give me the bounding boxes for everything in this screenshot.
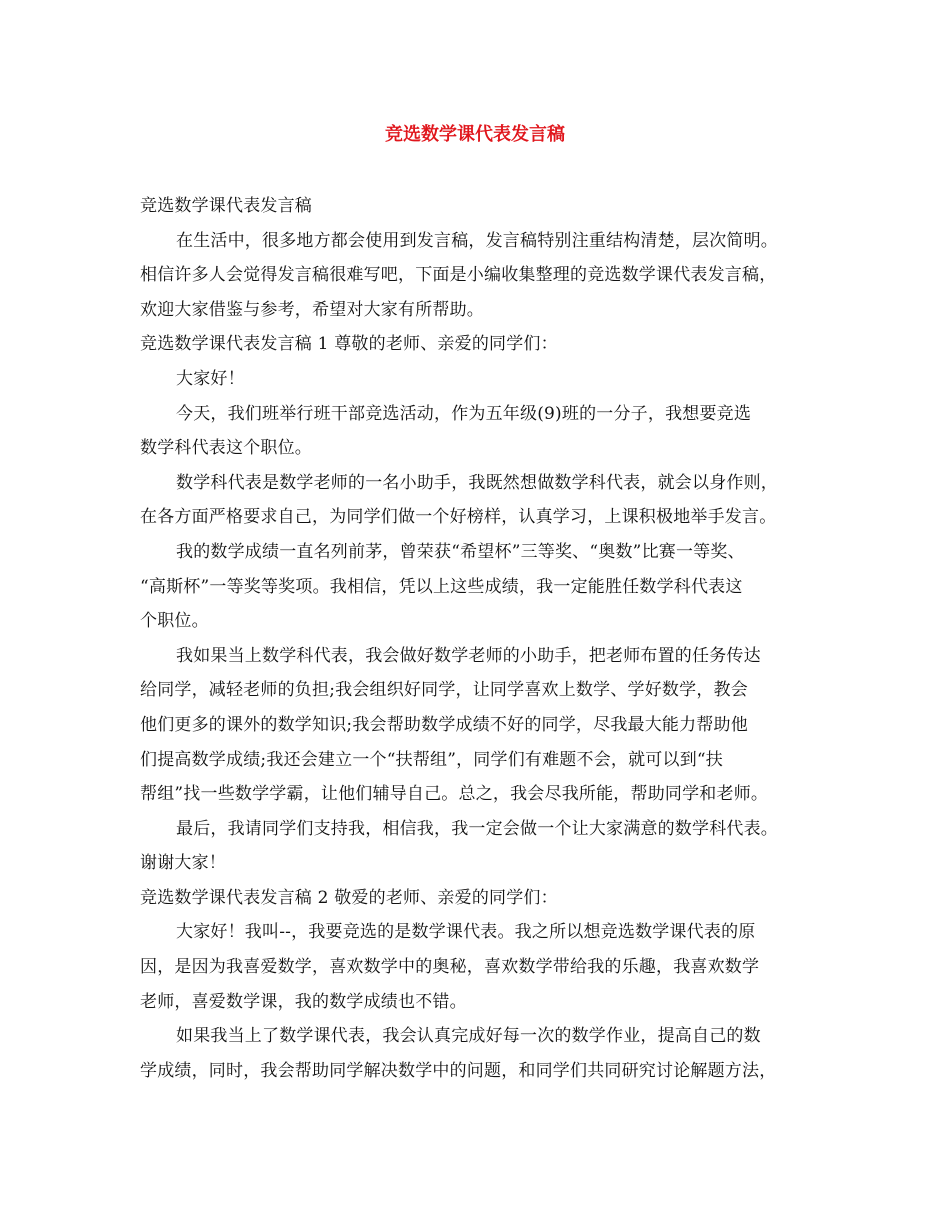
text-line: 个职位。 [140,611,209,632]
document-body [140,189,830,1088]
text-line: 相信许多人会觉得发言稿很难写吧，下面是小编收集整理的竞选数学课代表发言稿， [140,265,777,286]
text-line: 我的数学成绩一直名列前茅，曾荣获“希望杯”三等奖、“奥数”比赛一等奖、 [176,541,745,562]
text-line: 在生活中，很多地方都会使用到发言稿，发言稿特别注重结构清楚，层次简明。 [176,230,778,251]
text-line: 如果我当上了数学课代表，我会认真完成好每一次的数学作业，提高自己的数 [176,1026,761,1047]
text-line: 们提高数学成绩;我还会建立一个“扶帮组”，同学们有难题不会，就可以到“扶 [140,749,723,770]
document-title: 竞选数学课代表发言稿 [385,124,565,145]
text-line: 竞选数学课代表发言稿 2 敬爱的老师、亲爱的同学们： [140,887,558,908]
text-line: 在各方面严格要求自己，为同学们做一个好榜样，认真学习，上课积极地举手发言。 [140,507,777,528]
text-line: 最后，我请同学们支持我，相信我，我一定会做一个让大家满意的数学科代表。 [176,818,778,839]
text-line: 因，是因为我喜爱数学，喜欢数学中的奥秘，喜欢数学带给我的乐趣，我喜欢数学 [140,957,760,978]
text-line: 我如果当上数学科代表，我会做好数学老师的小助手，把老师布置的任务传达 [176,645,761,666]
text-line: 今天，我们班举行班干部竞选活动，作为五年级(9)班的一分子，我想要竞选 [176,403,752,424]
text-line: 学成绩，同时，我会帮助同学解决数学中的问题，和同学们共同研究讨论解题方法， [140,1060,777,1081]
text-line: 大家好！我叫--，我要竞选的是数学课代表。我之所以想竞选数学课代表的原 [176,922,756,943]
text-line: 帮组”找一些数学学霸，让他们辅导自己。总之，我会尽我所能，帮助同学和老师。 [140,784,769,805]
text-line: 数学科代表是数学老师的一名小助手，我既然想做数学科代表，就会以身作则， [176,472,778,493]
text-line: 老师，喜爱数学课，我的数学成绩也不错。 [140,991,467,1012]
text-line: 他们更多的课外的数学知识;我会帮助数学成绩不好的同学，尽我最大能力帮助他 [140,714,748,735]
text-line: 给同学，减轻老师的负担;我会组织好同学，让同学喜欢上数学、学好数学，教会 [140,680,748,701]
text-line: 欢迎大家借鉴与参考，希望对大家有所帮助。 [140,299,484,320]
text-line: 数学科代表这个职位。 [140,438,312,459]
text-line: 谢谢大家！ [140,853,226,874]
text-line: 竞选数学课代表发言稿 1 尊敬的老师、亲爱的同学们： [140,334,558,355]
text-line: 大家好！ [176,368,245,389]
text-line: “高斯杯”一等奖等奖项。我相信，凭以上这些成绩，我一定能胜任数学科代表这 [140,576,743,597]
text-line: 竞选数学课代表发言稿 [140,196,312,216]
